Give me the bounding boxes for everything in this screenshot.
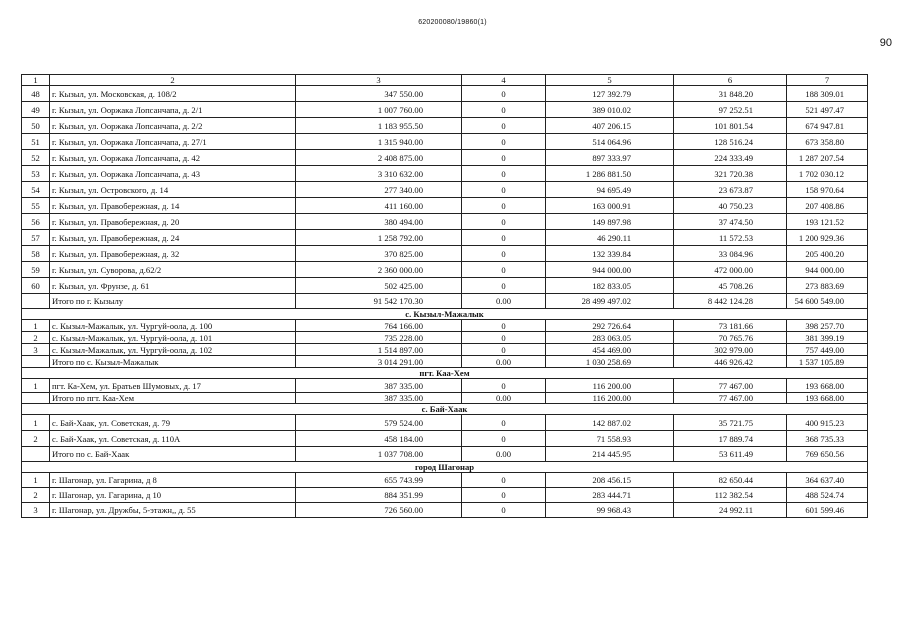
value-cell-5: 1 286 881.50 [546,166,674,182]
value-cell-5: 127 392.79 [546,86,674,102]
table-row [22,379,868,393]
value-cell-7: 368 735.33 [787,431,868,447]
data-table [21,74,868,518]
row-number: 1 [22,379,50,393]
value-cell-7: 757 449.00 [787,344,868,356]
table-row [22,118,868,134]
value-cell-4: 0 [462,150,546,166]
value-cell-5: 116 200.00 [546,393,674,404]
row-number: 3 [22,344,50,356]
value-cell-7: 54 600 549.00 [787,294,868,309]
value-cell-6: 101 801.54 [674,118,787,134]
column-header: 6 [674,75,787,86]
column-header: 2 [50,75,296,86]
value-cell-4: 0 [462,320,546,332]
section-header-row [22,309,868,320]
value-cell-4: 0.00 [462,447,546,462]
value-cell-5: 116 200.00 [546,379,674,393]
value-cell-6: 40 750.23 [674,198,787,214]
value-cell-7: 769 650.56 [787,447,868,462]
value-cell-6: 77 467.00 [674,393,787,404]
address-cell: г. Кызыл, ул. Суворова, д.62/2 [50,262,296,278]
value-cell-4: 0 [462,246,546,262]
value-cell-3: 1 183 955.50 [296,118,462,134]
value-cell-4: 0 [462,230,546,246]
table-row [22,230,868,246]
value-cell-4: 0 [462,214,546,230]
section-title: с. Бай-Хаак [22,404,868,415]
value-cell-7: 364 637.40 [787,473,868,488]
table-row [22,344,868,356]
value-cell-6: 112 382.54 [674,488,787,503]
value-cell-4: 0 [462,415,546,431]
value-cell-6: 77 467.00 [674,379,787,393]
value-cell-3: 1 514 897.00 [296,344,462,356]
value-cell-3: 735 228.00 [296,332,462,344]
value-cell-4: 0 [462,503,546,518]
value-cell-3: 2 408 875.00 [296,150,462,166]
value-cell-7: 1 537 105.89 [787,356,868,368]
value-cell-6: 8 442 124.28 [674,294,787,309]
address-cell: с. Бай-Хаак, ул. Советская, д. 110А [50,431,296,447]
value-cell-5: 514 064.96 [546,134,674,150]
address-cell: с. Кызыл-Мажалык, ул. Чургуй-оола, д. 100 [50,320,296,332]
value-cell-6: 11 572.53 [674,230,787,246]
value-cell-5: 94 695.49 [546,182,674,198]
address-cell: Итого по с. Кызыл-Мажалык [50,356,296,368]
value-cell-7: 1 200 929.36 [787,230,868,246]
value-cell-4: 0.00 [462,294,546,309]
value-cell-6: 23 673.87 [674,182,787,198]
value-cell-4: 0 [462,118,546,134]
value-cell-5: 407 206.15 [546,118,674,134]
row-number: 56 [22,214,50,230]
address-cell: г. Кызыл, ул. Фрунзе, д. 61 [50,278,296,294]
table-row [22,150,868,166]
table-row [22,278,868,294]
value-cell-7: 1 287 207.54 [787,150,868,166]
row-number: 54 [22,182,50,198]
value-cell-6: 82 650.44 [674,473,787,488]
value-cell-4: 0 [462,488,546,503]
table-row [22,198,868,214]
value-cell-4: 0 [462,278,546,294]
value-cell-3: 387 335.00 [296,379,462,393]
value-cell-3: 764 166.00 [296,320,462,332]
value-cell-6: 128 516.24 [674,134,787,150]
column-header: 7 [787,75,868,86]
value-cell-7: 193 121.52 [787,214,868,230]
value-cell-5: 163 000.91 [546,198,674,214]
address-cell: г. Шагонар, ул. Гагарина, д 8 [50,473,296,488]
value-cell-5: 897 333.97 [546,150,674,166]
value-cell-4: 0 [462,431,546,447]
value-cell-4: 0 [462,344,546,356]
value-cell-4: 0 [462,102,546,118]
value-cell-5: 454 469.00 [546,344,674,356]
value-cell-5: 214 445.95 [546,447,674,462]
page-number: 90 [879,37,892,49]
value-cell-6: 24 992.11 [674,503,787,518]
value-cell-3: 884 351.99 [296,488,462,503]
column-header: 4 [462,75,546,86]
row-number: 1 [22,320,50,332]
value-cell-6: 321 720.38 [674,166,787,182]
value-cell-5: 944 000.00 [546,262,674,278]
section-header-row [22,462,868,473]
value-cell-3: 277 340.00 [296,182,462,198]
value-cell-3: 502 425.00 [296,278,462,294]
value-cell-7: 1 702 030.12 [787,166,868,182]
value-cell-3: 726 560.00 [296,503,462,518]
row-number [22,356,50,368]
row-number: 2 [22,488,50,503]
value-cell-3: 2 360 000.00 [296,262,462,278]
value-cell-6: 53 611.49 [674,447,787,462]
address-cell: г. Кызыл, ул. Ооржака Лопсанчапа, д. 2/1 [50,102,296,118]
value-cell-5: 1 030 258.69 [546,356,674,368]
address-cell: г. Кызыл, ул. Ооржака Лопсанчапа, д. 43 [50,166,296,182]
value-cell-3: 387 335.00 [296,393,462,404]
value-cell-4: 0 [462,198,546,214]
section-title: с. Кызыл-Мажалык [22,309,868,320]
value-cell-6: 45 708.26 [674,278,787,294]
row-number: 3 [22,503,50,518]
value-cell-7: 273 883.69 [787,278,868,294]
value-cell-3: 655 743.99 [296,473,462,488]
value-cell-4: 0 [462,166,546,182]
value-cell-4: 0 [462,86,546,102]
row-number: 55 [22,198,50,214]
value-cell-5: 149 897.98 [546,214,674,230]
value-cell-7: 521 497.47 [787,102,868,118]
column-header: 3 [296,75,462,86]
table-row [22,473,868,488]
value-cell-3: 411 160.00 [296,198,462,214]
value-cell-7: 601 599.46 [787,503,868,518]
table-row [22,182,868,198]
row-number: 48 [22,86,50,102]
address-cell: г. Кызыл, ул. Правобережная, д. 20 [50,214,296,230]
table-row [22,415,868,431]
address-cell: г. Кызыл, ул. Островского, д. 14 [50,182,296,198]
value-cell-3: 1 315 940.00 [296,134,462,150]
value-cell-5: 182 833.05 [546,278,674,294]
value-cell-7: 158 970.64 [787,182,868,198]
address-cell: пгт. Ка-Хем, ул. Братьев Шумовых, д. 17 [50,379,296,393]
value-cell-4: 0.00 [462,393,546,404]
value-cell-6: 17 889.74 [674,431,787,447]
section-title: город Шагонар [22,462,868,473]
row-number: 51 [22,134,50,150]
table-row [22,332,868,344]
value-cell-7: 944 000.00 [787,262,868,278]
address-cell: г. Кызыл, ул. Московская, д. 108/2 [50,86,296,102]
value-cell-6: 37 474.50 [674,214,787,230]
value-cell-3: 3 310 632.00 [296,166,462,182]
address-cell: с. Бай-Хаак, ул. Советская, д. 79 [50,415,296,431]
column-header: 1 [22,75,50,86]
value-cell-6: 31 848.20 [674,86,787,102]
table-row [22,262,868,278]
table-row [22,134,868,150]
value-cell-3: 3 014 291.00 [296,356,462,368]
value-cell-5: 28 499 497.02 [546,294,674,309]
value-cell-5: 71 558.93 [546,431,674,447]
address-cell: г. Кызыл, ул. Ооржака Лопсанчапа, д. 42 [50,150,296,166]
address-cell: г. Кызыл, ул. Правобережная, д. 14 [50,198,296,214]
section-header-row [22,368,868,379]
value-cell-3: 380 494.00 [296,214,462,230]
row-number [22,294,50,309]
value-cell-7: 207 408.86 [787,198,868,214]
address-cell: г. Кызыл, ул. Правобережная, д. 32 [50,246,296,262]
value-cell-3: 370 825.00 [296,246,462,262]
value-cell-4: 0 [462,182,546,198]
row-number [22,393,50,404]
table-row [22,166,868,182]
column-header: 5 [546,75,674,86]
address-cell: г. Шагонар, ул. Дружбы, 5-этажн,, д. 55 [50,503,296,518]
row-number: 52 [22,150,50,166]
value-cell-5: 142 887.02 [546,415,674,431]
value-cell-6: 33 084.96 [674,246,787,262]
value-cell-7: 193 668.00 [787,393,868,404]
value-cell-5: 283 444.71 [546,488,674,503]
address-cell: г. Кызыл, ул. Ооржака Лопсанчапа, д. 2/2 [50,118,296,134]
value-cell-3: 347 550.00 [296,86,462,102]
row-number: 2 [22,332,50,344]
value-cell-3: 1 037 708.00 [296,447,462,462]
value-cell-7: 400 915.23 [787,415,868,431]
address-cell: Итого по г. Кызылу [50,294,296,309]
value-cell-6: 70 765.76 [674,332,787,344]
total-row [22,356,868,368]
address-cell: г. Кызыл, ул. Правобережная, д. 24 [50,230,296,246]
row-number: 58 [22,246,50,262]
address-cell: г. Шагонар, ул. Гагарина, д 10 [50,488,296,503]
value-cell-4: 0 [462,134,546,150]
value-cell-3: 579 524.00 [296,415,462,431]
row-number: 59 [22,262,50,278]
value-cell-3: 1 258 792.00 [296,230,462,246]
row-number: 57 [22,230,50,246]
value-cell-7: 673 358.80 [787,134,868,150]
value-cell-3: 1 007 760.00 [296,102,462,118]
table-row [22,503,868,518]
row-number: 50 [22,118,50,134]
value-cell-6: 446 926.42 [674,356,787,368]
address-cell: с. Кызыл-Мажалык, ул. Чургуй-оола, д. 101 [50,332,296,344]
address-cell: Итого по с. Бай-Хаак [50,447,296,462]
value-cell-6: 73 181.66 [674,320,787,332]
row-number: 1 [22,473,50,488]
value-cell-5: 132 339.84 [546,246,674,262]
document-id: 620200080/19860(1) [418,19,487,26]
value-cell-7: 488 524.74 [787,488,868,503]
row-number: 1 [22,415,50,431]
value-cell-5: 389 010.02 [546,102,674,118]
address-cell: с. Кызыл-Мажалык, ул. Чургуй-оола, д. 102 [50,344,296,356]
value-cell-4: 0 [462,332,546,344]
value-cell-7: 674 947.81 [787,118,868,134]
table-row [22,102,868,118]
value-cell-7: 205 400.20 [787,246,868,262]
section-title: пгт. Каа-Хем [22,368,868,379]
value-cell-5: 99 968.43 [546,503,674,518]
row-number: 2 [22,431,50,447]
value-cell-5: 292 726.64 [546,320,674,332]
table-row [22,214,868,230]
table-row [22,488,868,503]
value-cell-7: 398 257.70 [787,320,868,332]
row-number [22,447,50,462]
total-row [22,447,868,462]
row-number: 60 [22,278,50,294]
table-row [22,320,868,332]
value-cell-4: 0.00 [462,356,546,368]
value-cell-6: 97 252.51 [674,102,787,118]
table-row [22,246,868,262]
value-cell-7: 188 309.01 [787,86,868,102]
address-cell: г. Кызыл, ул. Ооржака Лопсанчапа, д. 27/1 [50,134,296,150]
value-cell-5: 283 063.05 [546,332,674,344]
value-cell-6: 35 721.75 [674,415,787,431]
value-cell-6: 224 333.49 [674,150,787,166]
section-header-row [22,404,868,415]
table-row [22,86,868,102]
value-cell-6: 302 979.00 [674,344,787,356]
value-cell-3: 458 184.00 [296,431,462,447]
value-cell-7: 381 399.19 [787,332,868,344]
total-row [22,393,868,404]
row-number: 49 [22,102,50,118]
value-cell-5: 208 456.15 [546,473,674,488]
table-row [22,431,868,447]
table-header-row [22,75,868,86]
value-cell-5: 46 290.11 [546,230,674,246]
value-cell-3: 91 542 170.30 [296,294,462,309]
value-cell-6: 472 000.00 [674,262,787,278]
total-row [22,294,868,309]
value-cell-4: 0 [462,379,546,393]
value-cell-4: 0 [462,262,546,278]
value-cell-7: 193 668.00 [787,379,868,393]
address-cell: Итого по пгт. Каа-Хем [50,393,296,404]
row-number: 53 [22,166,50,182]
value-cell-4: 0 [462,473,546,488]
